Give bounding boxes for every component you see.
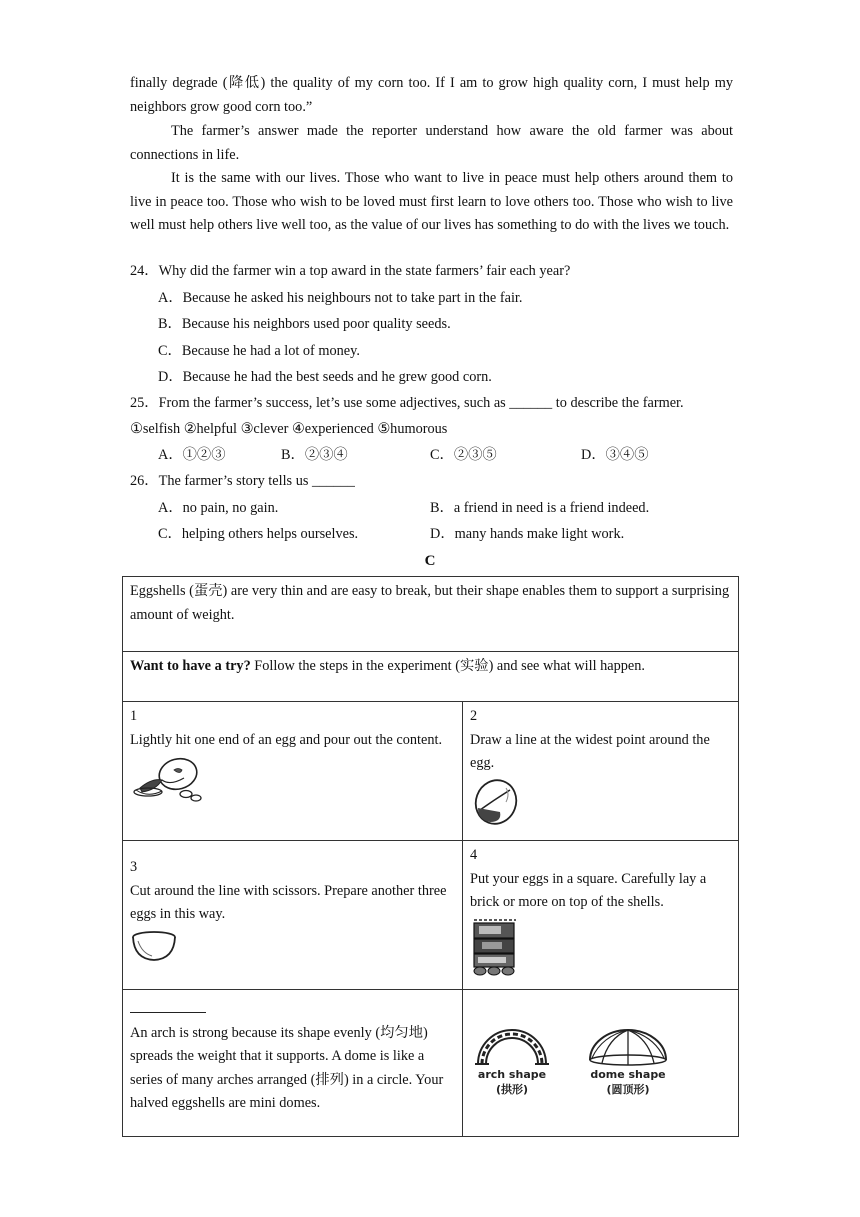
step-2-text: Draw a line at the widest point around the egg. [470, 731, 710, 771]
eggshell-bowl-icon [130, 929, 455, 972]
q26-option-c: C．helping others helps ourselves. [158, 526, 359, 542]
intro-row [123, 577, 739, 652]
egg-line-icon [470, 778, 731, 837]
steps-row-2 [123, 841, 739, 990]
q25-option-a: A．①②③ [158, 447, 226, 463]
passage-paragraph-1: finally degrade (降低) the quality of my corn too. If I am to grow high quality corn, I must help my neighbors grow good corn too.” [130, 75, 733, 115]
q26-option-a: A．no pain, no gain. [158, 500, 279, 516]
try-bold-text: Want to have a try? [130, 658, 251, 674]
try-row [123, 652, 739, 702]
step-1-cell [123, 702, 463, 841]
answer-blank [130, 998, 206, 1013]
q24-option-b: B．Because his neighbors used poor quality seeds. [158, 316, 451, 332]
step-4-number: 4 [470, 847, 478, 863]
question-24-stem: 24．Why did the farmer win a top award in the state farmers’ fair each year? [130, 263, 571, 279]
q25-option-b: B．②③④ [281, 447, 348, 463]
try-cell [123, 652, 739, 702]
q25-adjective-list: ①selfish ②helpful ③clever ④experienced ⑤humorous [130, 421, 448, 437]
step-4-text: Put your eggs in a square. Carefully lay a brick or more on top of the shells. [470, 870, 707, 910]
arch-shape-icon [475, 1030, 549, 1064]
passage-paragraph-2: The farmer’s answer made the reporter understand how aware the old farmer was about connections in life. [130, 123, 733, 163]
egg-pour-icon [130, 754, 455, 813]
step-3-cell [123, 841, 463, 990]
step-1-text: Lightly hit one end of an egg and pour out the content. [130, 731, 443, 748]
dome-shape-label: dome shape [590, 1068, 666, 1081]
question-25-stem: 25．From the farmer’s success, let’s use some adjectives, such as ______ to describe the farmer. [130, 395, 684, 411]
arch-shape-label: arch shape [477, 1068, 547, 1081]
q25-option-d: D．③④⑤ [581, 447, 649, 463]
step-2-cell [463, 702, 739, 841]
shapes-cell [463, 990, 739, 1137]
step-2-number: 2 [470, 708, 478, 724]
step-4-cell [463, 841, 739, 990]
dome-shape-icon [590, 1030, 666, 1065]
steps-row-1 [123, 702, 739, 841]
intro-cell: Eggshells (蛋壳) are very thin and are easy to break, but their shape enables them to support a surprising amount of weight. [123, 577, 739, 652]
question-26-stem: 26．The farmer’s story tells us ______ [130, 473, 355, 489]
q24-option-a: A．Because he asked his neighbours not to take part in the fair. [158, 290, 523, 306]
explanation-row [123, 990, 739, 1137]
try-rest-text: Follow the steps in the experiment (实验) and see what will happen. [250, 658, 646, 674]
arch-dome-illustration [470, 1012, 680, 1102]
q25-option-c: C．②③⑤ [430, 447, 497, 463]
q26-option-b: B．a friend in need is a friend indeed. [430, 500, 650, 516]
step-3-text: Cut around the line with scissors. Prepare another three eggs in this way. [130, 882, 447, 922]
q26-option-d: D．many hands make light work. [430, 526, 625, 542]
step-1-number: 1 [130, 708, 138, 724]
explanation-text: An arch is strong because its shape evenly (均匀地) spreads the weight that it supports. A dome is like a series of many arches arranged (排列) in a circle. Your halved eggshells are mini domes. [130, 1024, 444, 1111]
q24-option-c: C．Because he had a lot of money. [158, 343, 360, 359]
step-3-number: 3 [130, 859, 138, 875]
bricks-on-eggs-icon [470, 917, 731, 986]
explanation-cell [123, 990, 463, 1137]
arch-shape-cn-label: (拱形) [495, 1083, 529, 1096]
section-heading: C [424, 553, 436, 569]
passage-paragraph-3: It is the same with our lives. Those who want to live in peace must help others around them to live in peace too. Those who wish to be loved must first learn to love others too. Those who wish to live well must help others live well too, as the value of our lives has something to do with the lives we touch. [130, 170, 733, 233]
dome-shape-cn-label: (圆顶形) [606, 1083, 650, 1096]
experiment-table [122, 576, 739, 1137]
q24-option-d: D．Because he had the best seeds and he grew good corn. [158, 369, 492, 385]
